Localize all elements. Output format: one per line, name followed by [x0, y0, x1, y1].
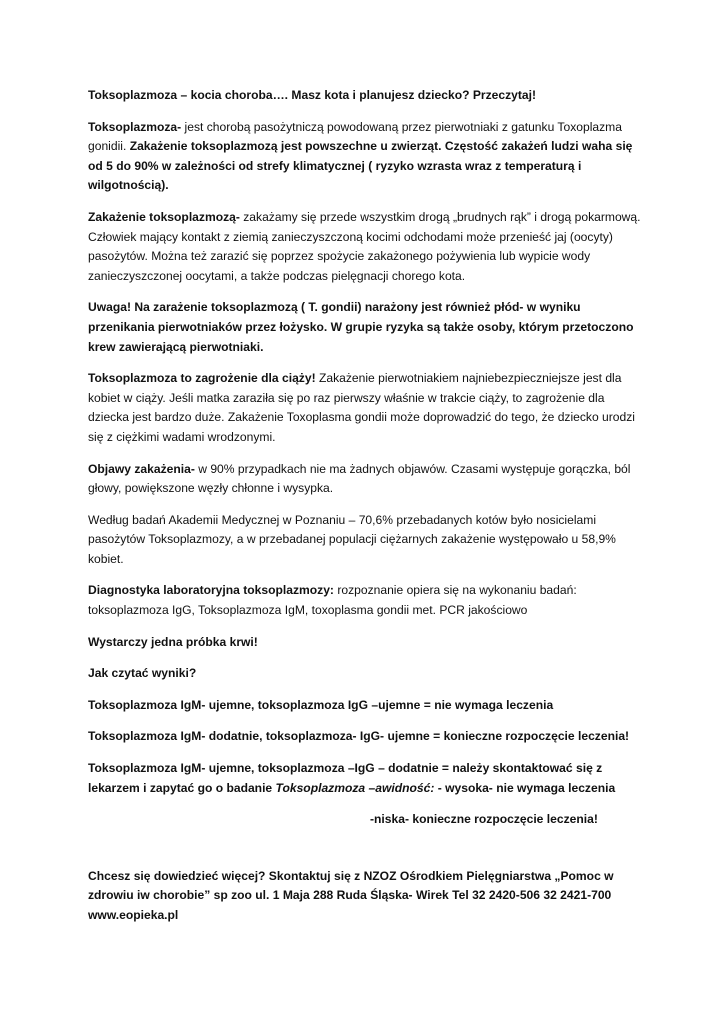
- paragraph-infection: [88, 208, 648, 286]
- paragraph-text: Według badań Akademii Medycznej w Poznaniu – 70,6% przebadanych kotów było nosicielami pasożytów Toksoplazmozy, a w przebadanej populacji ciężarnych zakażenie występowało u 58,9% kobiet.: [88, 512, 616, 566]
- paragraph-text: w 90% przypadkach nie ma żadnych objawów. Czasami występuje gorączka, ból głowy, powiększone węzły chłonne i wysypka.: [88, 461, 631, 496]
- bold-lead: Diagnostyka laboratoryjna toksoplazmozy:: [88, 583, 334, 598]
- paragraph-research: [88, 511, 648, 570]
- paragraph-text: rozpoznanie opiera się na wykonaniu badań: toksoplazmoza IgG, Toksoplazmoza IgM, toxoplasma gondii met. PCR jakościowo: [88, 583, 577, 618]
- result-line-3: Toksoplazmoza IgM- ujemne, toksoplazmoza –IgG – dodatnie = należy skontaktować się z lekarzem i zapytać go o badanie Toksoplazmoza –awidność: - wysoka- nie wymaga leczenia: [88, 761, 616, 795]
- paragraph-contact: Chcesz się dowiedzieć więcej? Skontaktuj się z NZOZ Ośrodkiem Pielęgniarstwa „Pomoc w zdrowiu iw chorobie” sp zoo ul. 1 Maja 288 Ruda Śląska- Wirek Tel 32 2420-506 32 2421-700 www.eopieka.pl: [88, 868, 614, 922]
- paragraph-text: jest chorobą pasożytniczą powodowaną przez pierwotniaki z gatunku Toxoplazma gonidii.: [88, 119, 622, 154]
- bold-lead: Zakażenie toksoplazmozą-: [88, 209, 240, 224]
- paragraph-symptoms: [88, 460, 648, 499]
- paragraph-one-sample: Wystarczy jedna próbka krwi!: [88, 634, 258, 649]
- paragraph-how-to-read: Jak czytać wyniki?: [88, 666, 197, 681]
- paragraph-text: zakażamy się przede wszystkim drogą „brudnych rąk” i drogą pokarmową. Człowiek mający kontakt z ziemią zanieczyszczoną kocimi odchodami może przenieść jaj (oocyty) pasożytów. Można też zarazić się poprzez spożycie zakażonego pożywienia lub wypicie wody zanieczyszczonej oocytami, a także podczas pielęgnacji chorego kota.: [88, 209, 641, 283]
- paragraph-text: Zakażenie pierwotniakiem najniebezpieczniejsze jest dla kobiet w ciąży. Jeśli matka zaraziła się po raz pierwszy właśnie w trakcie ciąży, to zagrożenie dla dziecka jest bardzo duże. Zakażenie Toxoplasma gondii może doprowadzić do tego, że dziecko urodzi się z ciężkimi wadami wrodzonymi.: [88, 371, 635, 444]
- document-title: Toksoplazmoza – kocia choroba…. Masz kota i planujesz dziecko? Przeczytaj!: [88, 88, 537, 102]
- bold-lead: Toksoplazmoza to zagrożenie dla ciąży!: [88, 371, 316, 386]
- bold-lead: Toksoplazmoza-: [88, 119, 182, 134]
- paragraph-pregnancy: [88, 369, 648, 447]
- result-line-2: Toksoplazmoza IgM- dodatnie, toksoplazmoza- IgG- ujemne = konieczne rozpoczęcie leczenia!: [88, 729, 630, 744]
- bold-text: Uwaga! Na zarażenie toksoplazmozą ( T. gondii) narażony jest również płód- w wyniku przenikania pierwotniaków przez łożysko. W grupie ryzyka są także osoby, którym przetoczono krew zawierającą pierwotniaki.: [88, 300, 634, 354]
- bold-italic-term: Toksoplazmoza –awidność:: [275, 780, 435, 795]
- spacer: [88, 842, 648, 867]
- paragraph-warning: [88, 298, 648, 357]
- result-line-3-low: -niska- konieczne rozpoczęcie leczenia!: [370, 812, 598, 827]
- paragraph-definition: [88, 118, 648, 196]
- document-body: [88, 86, 648, 938]
- bold-text: Zakażenie toksoplazmozą jest powszechne u zwierząt. Częstość zakażeń ludzi waha się od 5 do 90% w zależności od strefy klimatycznej ( ryzyko wzrasta wraz z temperaturą i wilgotnością).: [88, 139, 633, 193]
- bold-lead: Objawy zakażenia-: [88, 461, 195, 476]
- result-line-1: Toksoplazmoza IgM- ujemne, toksoplazmoza IgG –ujemne = nie wymaga leczenia: [88, 697, 554, 712]
- paragraph-diagnostics: [88, 581, 648, 620]
